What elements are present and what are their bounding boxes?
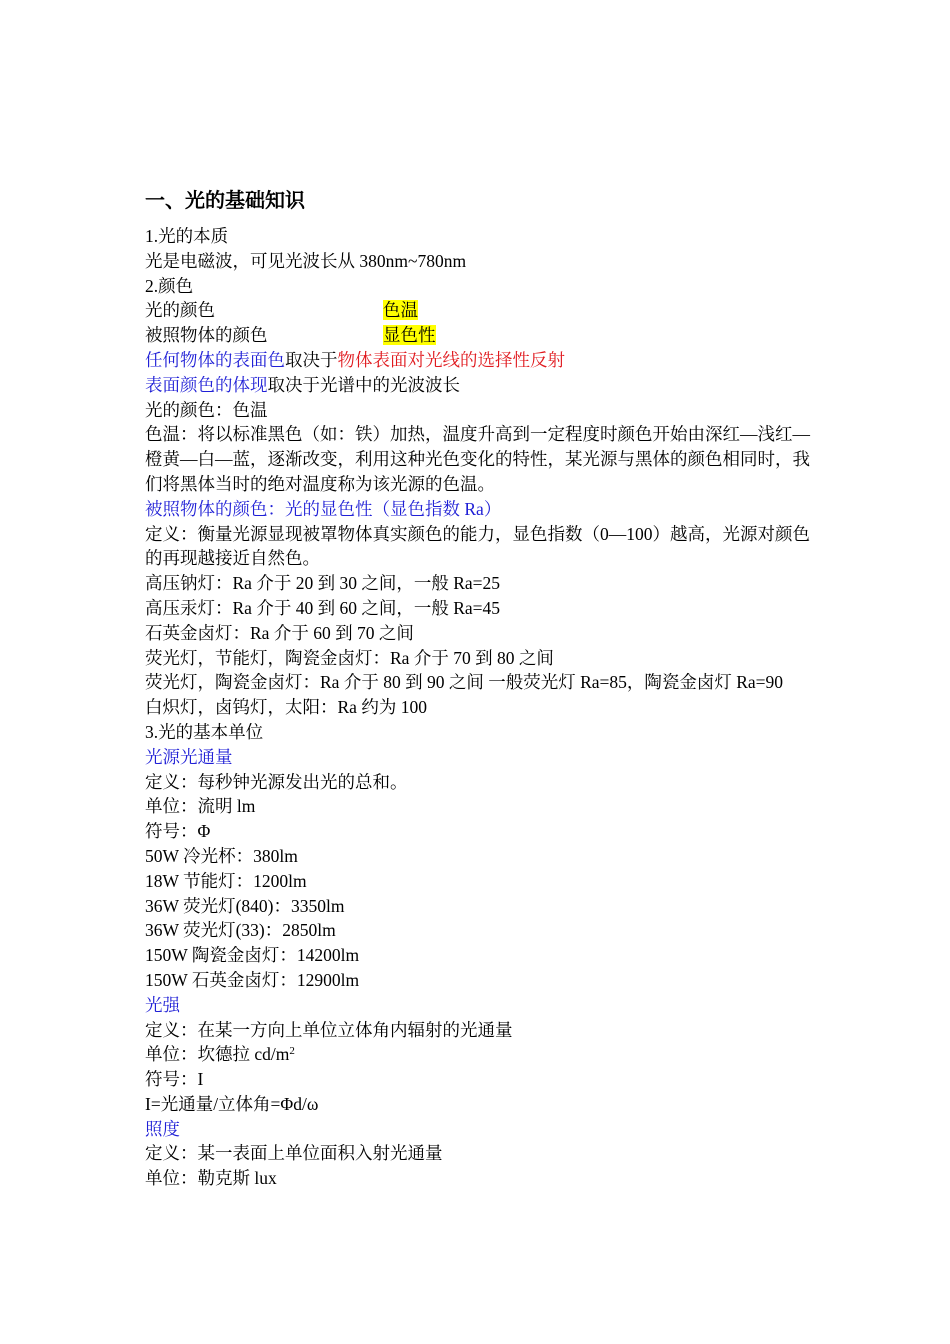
- color-row: [145, 298, 810, 323]
- flux-example: 150W 陶瓷金卤灯：14200lm: [145, 945, 360, 966]
- row-label: 被照物体的颜色: [145, 325, 268, 346]
- paragraph-line: 光是电磁波，可见光波长从 380nm~780nm: [145, 250, 467, 271]
- ra-list-item: 荧光灯，节能灯，陶瓷金卤灯：Ra 介于 70 到 80 之间: [145, 647, 554, 668]
- color-row: [145, 323, 810, 348]
- paragraph-line: 符号：Φ: [145, 821, 211, 842]
- plain-phrase: 取决于: [285, 349, 338, 370]
- paragraph-line: 定义：在某一方向上单位立体角内辐射的光通量: [145, 1019, 513, 1040]
- blue-phrase: 表面颜色的体现: [145, 374, 268, 395]
- illuminance-title: 照度: [145, 1118, 180, 1139]
- flux-example: 150W 石英金卤灯：12900lm: [145, 969, 360, 990]
- blue-phrase: 任何物体的表面色: [145, 349, 285, 370]
- paragraph-line: 符号：I: [145, 1069, 204, 1090]
- red-phrase: 物体表面对光线的选择性反射: [337, 349, 565, 370]
- luminous-intensity-title: 光强: [145, 994, 180, 1015]
- paragraph-line: 光的颜色：色温: [145, 399, 268, 420]
- flux-example: 50W 冷光杯：380lm: [145, 845, 298, 866]
- color-temperature-definition: 色温：将以标准黑色（如：铁）加热，温度升高到一定程度时颜色开始由深红—浅红—橙黄—白—蓝，逐渐改变，利用这种光色变化的特性，某光源与黑体的颜色相同时，我们将黑体当时的绝对温度称为该光源的色温。: [145, 424, 810, 494]
- paragraph-line: 定义：某一表面上单位面积入射光通量: [145, 1143, 443, 1164]
- ra-list-item: 高压汞灯：Ra 介于 40 到 60 之间，一般 Ra=45: [145, 597, 500, 618]
- plain-phrase: 取决于光谱中的光波波长: [267, 374, 460, 395]
- formula-line: I=光通量/立体角=Φd/ω: [145, 1093, 319, 1114]
- subsection-title: 2.颜色: [145, 275, 194, 296]
- superscript: 2: [289, 1045, 295, 1058]
- paragraph-line: 单位：勒克斯 lux: [145, 1168, 277, 1189]
- ra-list-item: 白炽灯，卤钨灯，太阳：Ra 约为 100: [145, 697, 427, 718]
- color-rendering-title: 被照物体的颜色：光的显色性（显色指数 Ra）: [145, 498, 502, 519]
- luminous-flux-title: 光源光通量: [145, 746, 233, 767]
- highlighted-term: 色温: [383, 300, 418, 321]
- flux-example: 36W 荧光灯(840)：3350lm: [145, 895, 345, 916]
- flux-example: 18W 节能灯：1200lm: [145, 870, 307, 891]
- paragraph-line: [145, 348, 810, 373]
- subsection-title: 1.光的本质: [145, 226, 229, 246]
- paragraph-line: [145, 1042, 810, 1067]
- highlighted-term: 显色性: [383, 325, 436, 346]
- row-label: 光的颜色: [145, 300, 215, 321]
- ra-list-item: 荧光灯，陶瓷金卤灯：Ra 介于 80 到 90 之间 一般荧光灯 Ra=85，陶瓷金卤灯 Ra=90: [145, 672, 784, 693]
- paragraph-line: 定义：每秒钟光源发出光的总和。: [145, 771, 408, 792]
- section-heading: 一、光的基础知识: [145, 188, 305, 212]
- document-page: [145, 186, 810, 1191]
- flux-example: 36W 荧光灯(33)：2850lm: [145, 920, 336, 941]
- paragraph-line: [145, 373, 810, 398]
- ra-list-item: 石英金卤灯：Ra 介于 60 到 70 之间: [145, 622, 414, 643]
- subsection-title: 3.光的基本单位: [145, 721, 264, 742]
- paragraph-line: 单位：流明 lm: [145, 796, 256, 817]
- unit-text: 单位：坎德拉 cd/m: [145, 1044, 290, 1065]
- ra-list-item: 高压钠灯：Ra 介于 20 到 30 之间，一般 Ra=25: [145, 573, 500, 594]
- color-rendering-definition: 定义：衡量光源显现被罩物体真实颜色的能力，显色指数（0—100）越高，光源对颜色的再现越接近自然色。: [145, 523, 810, 569]
